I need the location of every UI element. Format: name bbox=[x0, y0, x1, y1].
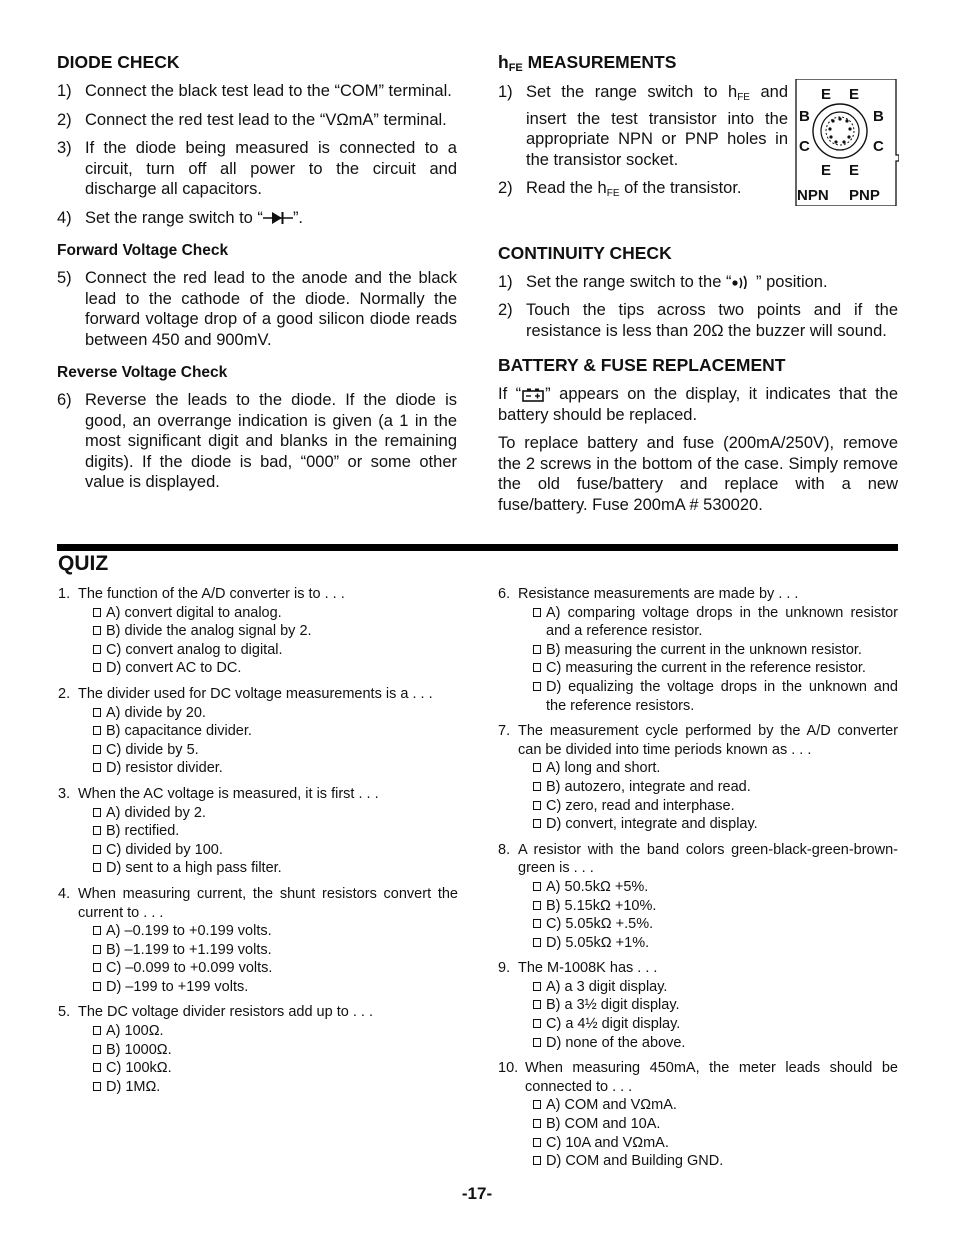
answer-option[interactable] bbox=[93, 722, 458, 741]
quiz-heading: QUIZ bbox=[58, 552, 109, 575]
socket-label-c: C bbox=[873, 138, 884, 155]
quiz-question bbox=[58, 585, 458, 678]
answer-option-text: B) a 3½ digit display. bbox=[546, 997, 680, 1014]
checkbox-icon[interactable] bbox=[533, 901, 541, 910]
answer-option-text: A) 100Ω. bbox=[106, 1023, 164, 1040]
checkbox-icon[interactable] bbox=[533, 663, 541, 672]
question-text: When the AC voltage is measured, it is first . . . bbox=[78, 785, 379, 802]
quiz-question bbox=[58, 785, 458, 878]
answer-option[interactable] bbox=[93, 859, 458, 878]
question-number: 9. bbox=[498, 960, 511, 977]
left-column bbox=[57, 52, 457, 501]
diode-step-1 bbox=[57, 81, 457, 102]
answer-option-text: B) 5.15kΩ +10%. bbox=[546, 897, 657, 914]
question-number: 3. bbox=[58, 785, 71, 802]
answer-option[interactable] bbox=[533, 1015, 898, 1034]
answer-option[interactable] bbox=[533, 1134, 898, 1153]
question-text: The DC voltage divider resistors add up to . . . bbox=[78, 1004, 373, 1021]
question-number: 5. bbox=[58, 1004, 71, 1021]
answer-option[interactable] bbox=[93, 704, 458, 723]
answer-option[interactable] bbox=[533, 678, 898, 715]
answer-option-text: D) 5.05kΩ +1%. bbox=[546, 934, 650, 951]
socket-label-e: E bbox=[821, 86, 832, 103]
checkbox-icon[interactable] bbox=[93, 926, 101, 935]
checkbox-icon[interactable] bbox=[93, 763, 101, 772]
answer-option[interactable] bbox=[93, 1022, 458, 1041]
answer-option-text: C) convert analog to digital. bbox=[106, 641, 283, 658]
answer-option[interactable] bbox=[93, 822, 458, 841]
question-text: The measurement cycle performed by the A/D converter can be divided into time periods known as . . . bbox=[518, 723, 898, 758]
diode-symbol-icon bbox=[263, 211, 293, 225]
step-text: Set the range switch to $h_{FE}$ and insert the test transistor into the appropriate NPN or PNP holes in the transistor socket. bbox=[526, 83, 788, 169]
quiz-question bbox=[498, 841, 898, 953]
answer-option[interactable] bbox=[93, 1078, 458, 1097]
socket-holes bbox=[828, 117, 851, 143]
question-number: 4. bbox=[58, 885, 71, 902]
checkbox-icon[interactable] bbox=[533, 645, 541, 654]
section-divider bbox=[57, 544, 898, 551]
question-stem bbox=[498, 959, 898, 978]
checkbox-icon[interactable] bbox=[533, 801, 541, 810]
step-number: 1) bbox=[498, 83, 513, 101]
checkbox-icon[interactable] bbox=[93, 608, 101, 617]
answer-option-text: C) –0.099 to +0.099 volts. bbox=[106, 960, 273, 977]
quiz-question bbox=[498, 959, 898, 1052]
checkbox-icon[interactable] bbox=[533, 608, 541, 617]
question-number: 6. bbox=[498, 586, 511, 602]
continuity-step-1 bbox=[498, 272, 898, 293]
step-number: 6) bbox=[57, 391, 72, 409]
page-number: -17- bbox=[461, 1184, 493, 1203]
checkbox-icon[interactable] bbox=[93, 863, 101, 872]
forward-voltage-heading: Forward Voltage Check bbox=[57, 242, 229, 259]
battery-heading: BATTERY & FUSE REPLACEMENT bbox=[498, 355, 786, 375]
checkbox-icon[interactable] bbox=[533, 819, 541, 828]
question-text: The function of the A/D converter is to . . . bbox=[78, 586, 345, 602]
socket-label-e: E bbox=[849, 162, 860, 179]
battery-icon bbox=[521, 388, 545, 402]
answer-option-text: B) capacitance divider. bbox=[106, 723, 252, 740]
question-text: Resistance measurements are made by . . . bbox=[518, 586, 799, 602]
socket-label-c: C bbox=[799, 138, 810, 155]
socket-label-e: E bbox=[821, 162, 832, 179]
step-text: Set the range switch to the “ ” position. bbox=[526, 272, 828, 291]
answer-option[interactable] bbox=[93, 978, 458, 997]
question-text: The M-1008K has . . . bbox=[518, 960, 658, 977]
answer-option[interactable] bbox=[533, 778, 898, 797]
answer-option-text: A) –0.199 to +0.199 volts. bbox=[106, 923, 272, 940]
step-number: 1) bbox=[498, 272, 513, 291]
checkbox-icon[interactable] bbox=[93, 626, 101, 635]
step-number: 1) bbox=[57, 82, 72, 100]
answer-option[interactable] bbox=[93, 741, 458, 760]
checkbox-icon[interactable] bbox=[533, 782, 541, 791]
answer-option-text: D) sent to a high pass filter. bbox=[106, 860, 282, 877]
answer-option[interactable] bbox=[533, 878, 898, 897]
question-stem bbox=[58, 885, 458, 922]
checkbox-icon[interactable] bbox=[533, 1119, 541, 1128]
answer-option[interactable] bbox=[93, 604, 458, 623]
answer-option-text: C) measuring the current in the reference resistor. bbox=[546, 660, 866, 677]
quiz-right-column bbox=[498, 585, 898, 1178]
answer-option[interactable] bbox=[533, 996, 898, 1015]
quiz-question bbox=[498, 722, 898, 834]
step-text: Connect the red test lead to the “VΩmA” terminal. bbox=[85, 110, 447, 129]
question-text: When measuring 450mA, the meter leads should be connected to . . . bbox=[525, 1060, 898, 1095]
answer-option[interactable] bbox=[93, 922, 458, 941]
socket-label-b: B bbox=[799, 108, 810, 125]
question-stem bbox=[58, 585, 458, 604]
diode-step-6 bbox=[57, 390, 457, 493]
quiz-question bbox=[498, 1059, 898, 1171]
answer-option[interactable] bbox=[93, 622, 458, 641]
checkbox-icon[interactable] bbox=[93, 808, 101, 817]
question-stem bbox=[498, 841, 898, 878]
step-text: If the diode being measured is connected to a circuit, turn off all power to the circuit and discharge all capacitors. bbox=[85, 139, 457, 198]
checkbox-icon[interactable] bbox=[93, 1082, 101, 1091]
answer-option[interactable] bbox=[533, 759, 898, 778]
step-text: Connect the red lead to the anode and the black lead to the cathode of the diode. Normally the forward voltage drop of a good silicon diode reads between 450 and 900mV. bbox=[85, 269, 457, 349]
diode-step-2 bbox=[57, 110, 457, 131]
continuity-heading: CONTINUITY CHECK bbox=[498, 242, 672, 263]
answer-option[interactable] bbox=[533, 604, 898, 641]
quiz-question bbox=[58, 685, 458, 778]
checkbox-icon[interactable] bbox=[93, 826, 101, 835]
battery-paragraph-1: If “ ” appears on the display, it indicates that the battery should be replaced. bbox=[498, 385, 899, 424]
answer-option[interactable] bbox=[533, 641, 898, 660]
answer-option[interactable] bbox=[93, 941, 458, 960]
socket-label-npn: NPN bbox=[797, 187, 829, 204]
step-text-post: ”. bbox=[292, 208, 304, 227]
answer-option-text: D) none of the above. bbox=[546, 1034, 686, 1051]
answer-option[interactable] bbox=[93, 1041, 458, 1060]
answer-option-text: C) 100kΩ. bbox=[106, 1060, 172, 1077]
question-number: 1. bbox=[58, 586, 71, 602]
socket-label-b: B bbox=[873, 108, 884, 125]
step-text-pre: Set the range switch to “ bbox=[85, 208, 263, 227]
question-text: The divider used for DC voltage measurements is a . . . bbox=[78, 685, 433, 702]
checkbox-icon[interactable] bbox=[93, 726, 101, 735]
answer-option[interactable] bbox=[93, 804, 458, 823]
checkbox-icon[interactable] bbox=[93, 845, 101, 854]
answer-option[interactable] bbox=[533, 978, 898, 997]
question-stem bbox=[58, 685, 458, 704]
answer-option-text: D) 1MΩ. bbox=[106, 1078, 161, 1095]
checkbox-icon[interactable] bbox=[533, 682, 541, 691]
answer-option-text: C) 10A and VΩmA. bbox=[546, 1134, 669, 1151]
answer-option[interactable] bbox=[93, 759, 458, 778]
checkbox-icon[interactable] bbox=[93, 1026, 101, 1035]
transistor-socket-diagram bbox=[793, 79, 899, 206]
question-number: 7. bbox=[498, 723, 511, 740]
checkbox-icon[interactable] bbox=[93, 663, 101, 672]
question-text: When measuring current, the shunt resistors convert the current to . . . bbox=[78, 885, 458, 921]
checkbox-icon[interactable] bbox=[93, 745, 101, 754]
answer-option-text: D) convert AC to DC. bbox=[106, 660, 242, 677]
answer-option-text: A) divided by 2. bbox=[106, 804, 206, 821]
step-number: 4) bbox=[57, 208, 72, 227]
quiz-left-column bbox=[58, 585, 458, 1103]
answer-option[interactable] bbox=[533, 797, 898, 816]
step-number: 5) bbox=[57, 269, 72, 287]
answer-option[interactable] bbox=[533, 897, 898, 916]
answer-option-text: A) 50.5kΩ +5%. bbox=[546, 878, 649, 895]
battery-section bbox=[498, 355, 898, 515]
question-text: A resistor with the band colors green-black-green-brown-green is . . . bbox=[518, 841, 898, 877]
hfe-step-1 bbox=[498, 82, 788, 170]
checkbox-icon[interactable] bbox=[93, 1063, 101, 1072]
answer-option-text: C) a 4½ digit display. bbox=[546, 1016, 681, 1033]
question-stem bbox=[498, 1059, 898, 1096]
diode-check-heading: DIODE CHECK bbox=[57, 52, 180, 72]
hfe-heading: hFE MEASUREMENTS bbox=[498, 52, 677, 74]
answer-option[interactable] bbox=[93, 959, 458, 978]
question-number: 2. bbox=[58, 685, 71, 702]
continuity-step-2 bbox=[498, 300, 898, 341]
answer-option[interactable] bbox=[533, 915, 898, 934]
checkbox-icon[interactable] bbox=[533, 1038, 541, 1047]
checkbox-icon[interactable] bbox=[533, 1019, 541, 1028]
checkbox-icon[interactable] bbox=[533, 763, 541, 772]
answer-option-text: D) –199 to +199 volts. bbox=[106, 978, 249, 995]
socket-label-e: E bbox=[849, 86, 860, 103]
question-stem bbox=[498, 722, 898, 759]
answer-option[interactable] bbox=[533, 1096, 898, 1115]
answer-option-text: D) resistor divider. bbox=[106, 760, 223, 777]
answer-option[interactable] bbox=[93, 641, 458, 660]
checkbox-icon[interactable] bbox=[93, 963, 101, 972]
answer-option-text: A) divide by 20. bbox=[106, 704, 206, 721]
answer-option-text: D) COM and Building GND. bbox=[546, 1153, 724, 1170]
step-number: 2) bbox=[498, 179, 513, 197]
checkbox-icon[interactable] bbox=[533, 1000, 541, 1009]
quiz-question bbox=[58, 1003, 458, 1096]
checkbox-icon[interactable] bbox=[533, 882, 541, 891]
answer-option-text: B) 1000Ω. bbox=[106, 1041, 172, 1058]
answer-option-text: B) COM and 10A. bbox=[546, 1116, 661, 1133]
answer-option[interactable] bbox=[533, 659, 898, 678]
answer-option[interactable] bbox=[93, 659, 458, 678]
diode-step-4 bbox=[57, 208, 457, 229]
quiz-question bbox=[498, 585, 898, 715]
checkbox-icon[interactable] bbox=[93, 945, 101, 954]
answer-option-text: C) divided by 100. bbox=[106, 841, 223, 858]
checkbox-icon[interactable] bbox=[93, 982, 101, 991]
step-text: Connect the black test lead to the “COM” terminal. bbox=[85, 82, 452, 100]
answer-option[interactable] bbox=[533, 1034, 898, 1053]
question-number: 8. bbox=[498, 841, 511, 858]
answer-option-text: A) comparing voltage drops in the unknown resistor and a reference resistor. bbox=[546, 604, 898, 640]
answer-option-text: B) –1.199 to +1.199 volts. bbox=[106, 941, 272, 958]
question-stem bbox=[58, 785, 458, 804]
step-text bbox=[85, 208, 457, 229]
answer-option-text: C) zero, read and interphase. bbox=[546, 797, 735, 814]
buzzer-symbol-icon bbox=[731, 275, 751, 289]
step-number: 2) bbox=[57, 110, 72, 129]
answer-option[interactable] bbox=[93, 1059, 458, 1078]
socket-label-pnp: PNP bbox=[849, 187, 880, 204]
answer-option-text: B) autozero, integrate and read. bbox=[546, 778, 751, 795]
answer-option-text: A) a 3 digit display. bbox=[546, 978, 668, 995]
checkbox-icon[interactable] bbox=[533, 1156, 541, 1165]
battery-paragraph-2: To replace battery and fuse (200mA/250V), remove the 2 screws in the bottom of the case. Simply remove the old fuse/battery and replace with a new fuse/battery. Fuse 200mA # 530020. bbox=[498, 434, 898, 514]
answer-option-text: B) divide the analog signal by 2. bbox=[106, 623, 312, 640]
answer-option-text: D) convert, integrate and display. bbox=[546, 816, 758, 833]
question-stem bbox=[58, 1003, 458, 1022]
answer-option-text: B) rectified. bbox=[106, 823, 180, 840]
checkbox-icon[interactable] bbox=[533, 1138, 541, 1147]
checkbox-icon[interactable] bbox=[93, 708, 101, 717]
checkbox-icon[interactable] bbox=[533, 982, 541, 991]
answer-option-text: C) divide by 5. bbox=[106, 741, 199, 758]
step-text: Read the $h_{FE}$ of the transistor. bbox=[526, 179, 742, 199]
answer-option[interactable] bbox=[533, 815, 898, 834]
step-text: Touch the tips across two points and if the resistance is less than 20Ω the buzzer will sound. bbox=[526, 301, 898, 340]
diode-step-5 bbox=[57, 268, 457, 350]
checkbox-icon[interactable] bbox=[533, 938, 541, 947]
checkbox-icon[interactable] bbox=[533, 919, 541, 928]
answer-option[interactable] bbox=[533, 934, 898, 953]
continuity-section bbox=[498, 243, 898, 342]
answer-option-text: C) 5.05kΩ +.5%. bbox=[546, 916, 654, 933]
answer-option[interactable] bbox=[93, 841, 458, 860]
checkbox-icon[interactable] bbox=[93, 645, 101, 654]
answer-option-text: A) convert digital to analog. bbox=[106, 604, 282, 621]
answer-option-text: B) measuring the current in the unknown resistor. bbox=[546, 641, 862, 658]
step-number: 3) bbox=[57, 139, 72, 157]
diode-step-3 bbox=[57, 138, 457, 200]
answer-option-text: D) equalizing the voltage drops in the unknown and the reference resistors. bbox=[546, 678, 898, 714]
question-number: 10. bbox=[498, 1060, 519, 1077]
step-text: Reverse the leads to the diode. If the diode is good, an overrange indication is given (a 1 in the most significant digit and blanks in the remaining digits). If the diode is bad, “000” or some other value is displayed. bbox=[85, 391, 457, 491]
quiz-question bbox=[58, 885, 458, 997]
checkbox-icon[interactable] bbox=[533, 1100, 541, 1109]
answer-option[interactable] bbox=[533, 1115, 898, 1134]
step-number: 2) bbox=[498, 301, 513, 319]
checkbox-icon[interactable] bbox=[93, 1045, 101, 1054]
question-stem bbox=[498, 585, 898, 604]
answer-option-text: A) COM and VΩmA. bbox=[546, 1097, 677, 1114]
answer-option[interactable] bbox=[533, 1152, 898, 1171]
answer-option-text: A) long and short. bbox=[546, 760, 661, 777]
reverse-voltage-heading: Reverse Voltage Check bbox=[57, 364, 228, 381]
